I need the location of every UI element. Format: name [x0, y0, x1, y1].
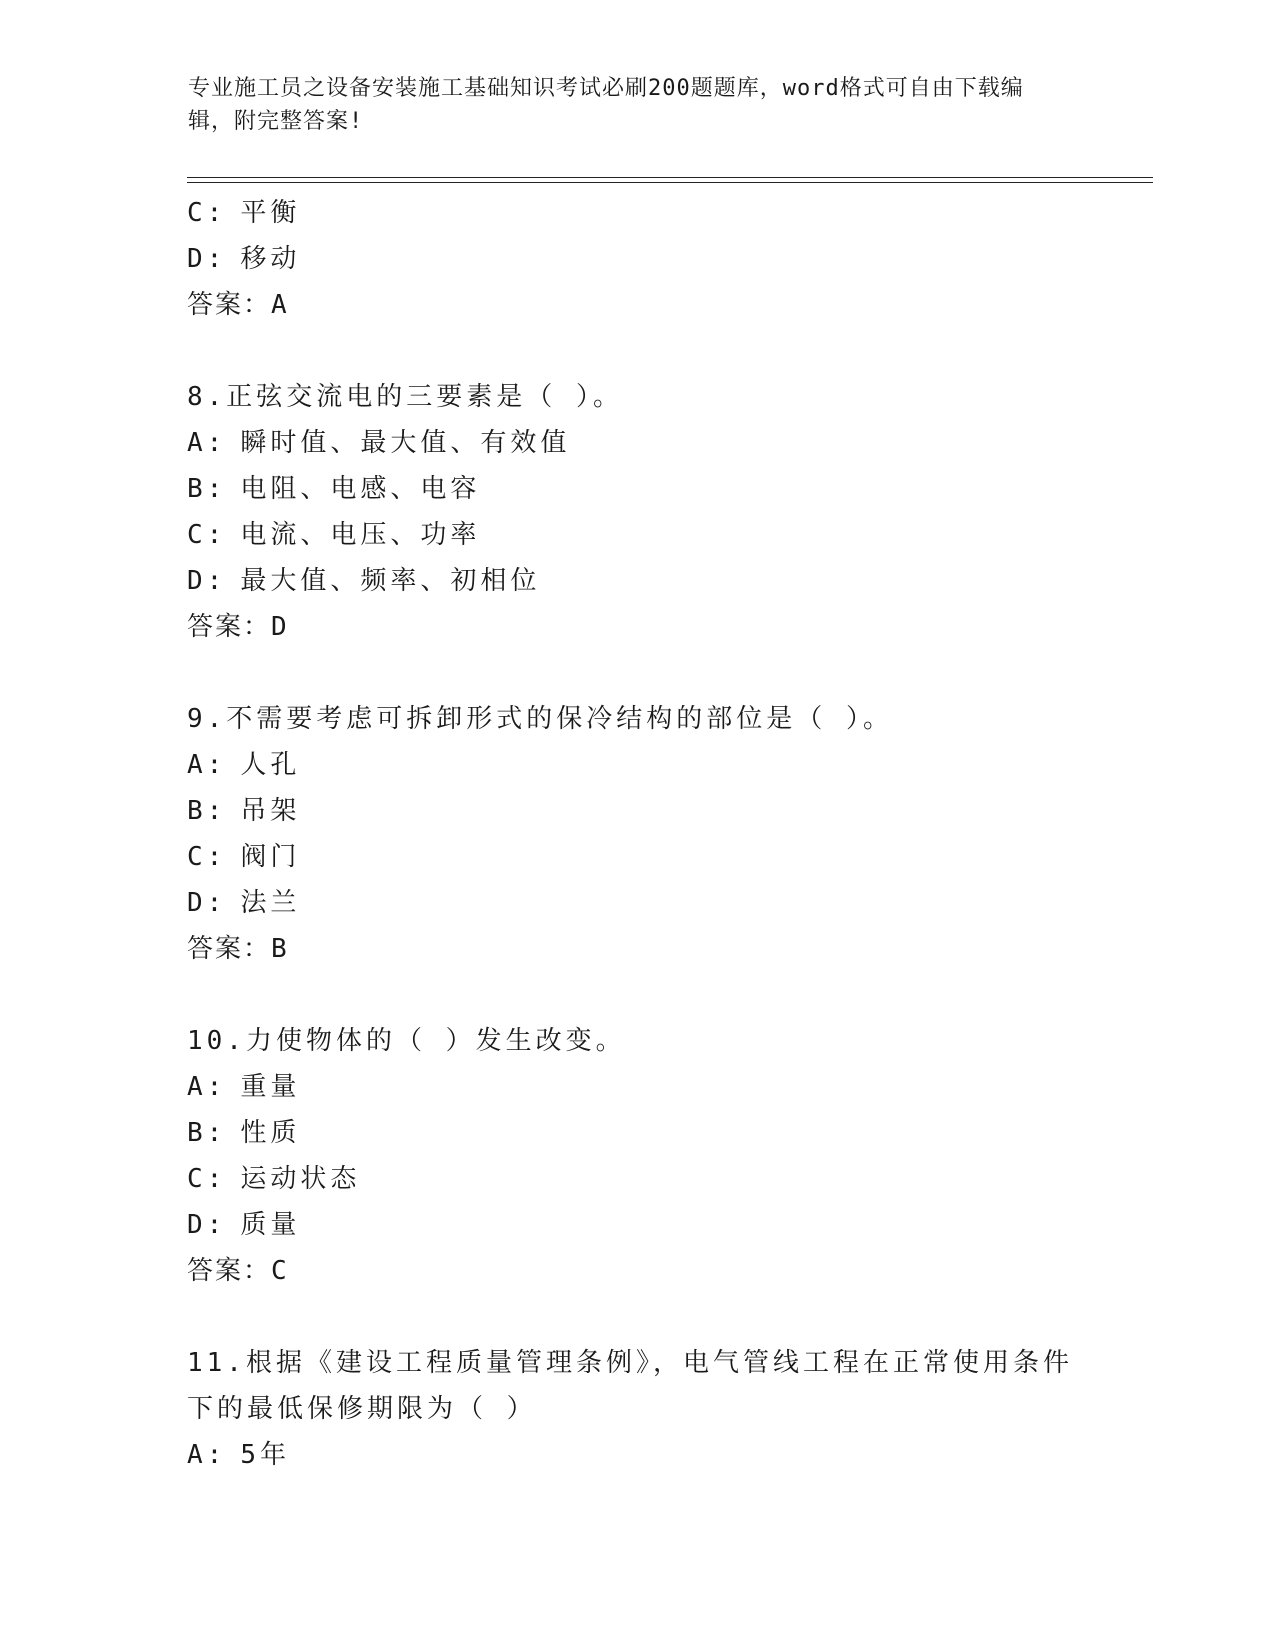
document-header — [188, 72, 1068, 138]
question-list — [187, 190, 1087, 1478]
question-11 — [187, 1340, 1087, 1478]
option-d: D: 移动 — [187, 244, 301, 274]
question-9 — [187, 696, 1087, 972]
question-7-continued — [187, 190, 1087, 328]
question-title: 10.力使物体的（ ）发生改变。 — [187, 1026, 626, 1056]
option-a: A: 人孔 — [187, 750, 301, 780]
option-d: D: 质量 — [187, 1210, 301, 1240]
option-d: D: 最大值、频率、初相位 — [187, 566, 541, 596]
option-b: B: 吊架 — [187, 796, 301, 826]
option-c: C: 运动状态 — [187, 1164, 361, 1194]
answer-line: 答案：B — [187, 934, 289, 964]
header-divider-bottom — [187, 182, 1153, 183]
option-d: D: 法兰 — [187, 888, 301, 918]
answer-line: 答案：C — [187, 1256, 289, 1286]
question-title: 8.正弦交流电的三要素是（ ）。 — [187, 382, 623, 412]
option-b: B: 电阻、电感、电容 — [187, 474, 481, 504]
option-a: A: 重量 — [187, 1072, 301, 1102]
option-a: A: 5年 — [187, 1440, 290, 1470]
question-title: 11.根据《建设工程质量管理条例》，电气管线工程在正常使用条件下的最低保修期限为（ ） — [187, 1348, 1073, 1424]
question-8 — [187, 374, 1087, 650]
option-c: C: 平衡 — [187, 198, 301, 228]
answer-line: 答案：D — [187, 612, 289, 642]
answer-line: 答案：A — [187, 290, 289, 320]
option-b: B: 性质 — [187, 1118, 301, 1148]
header-divider-top — [187, 177, 1153, 178]
question-10 — [187, 1018, 1087, 1294]
question-title: 9.不需要考虑可拆卸形式的保冷结构的部位是（ ）。 — [187, 704, 893, 734]
option-c: C: 电流、电压、功率 — [187, 520, 481, 550]
option-c: C: 阀门 — [187, 842, 301, 872]
document-title: 专业施工员之设备安装施工基础知识考试必刷200题题库，word格式可自由下载编辑，附完整答案! — [188, 76, 1024, 134]
option-a: A: 瞬时值、最大值、有效值 — [187, 428, 571, 458]
